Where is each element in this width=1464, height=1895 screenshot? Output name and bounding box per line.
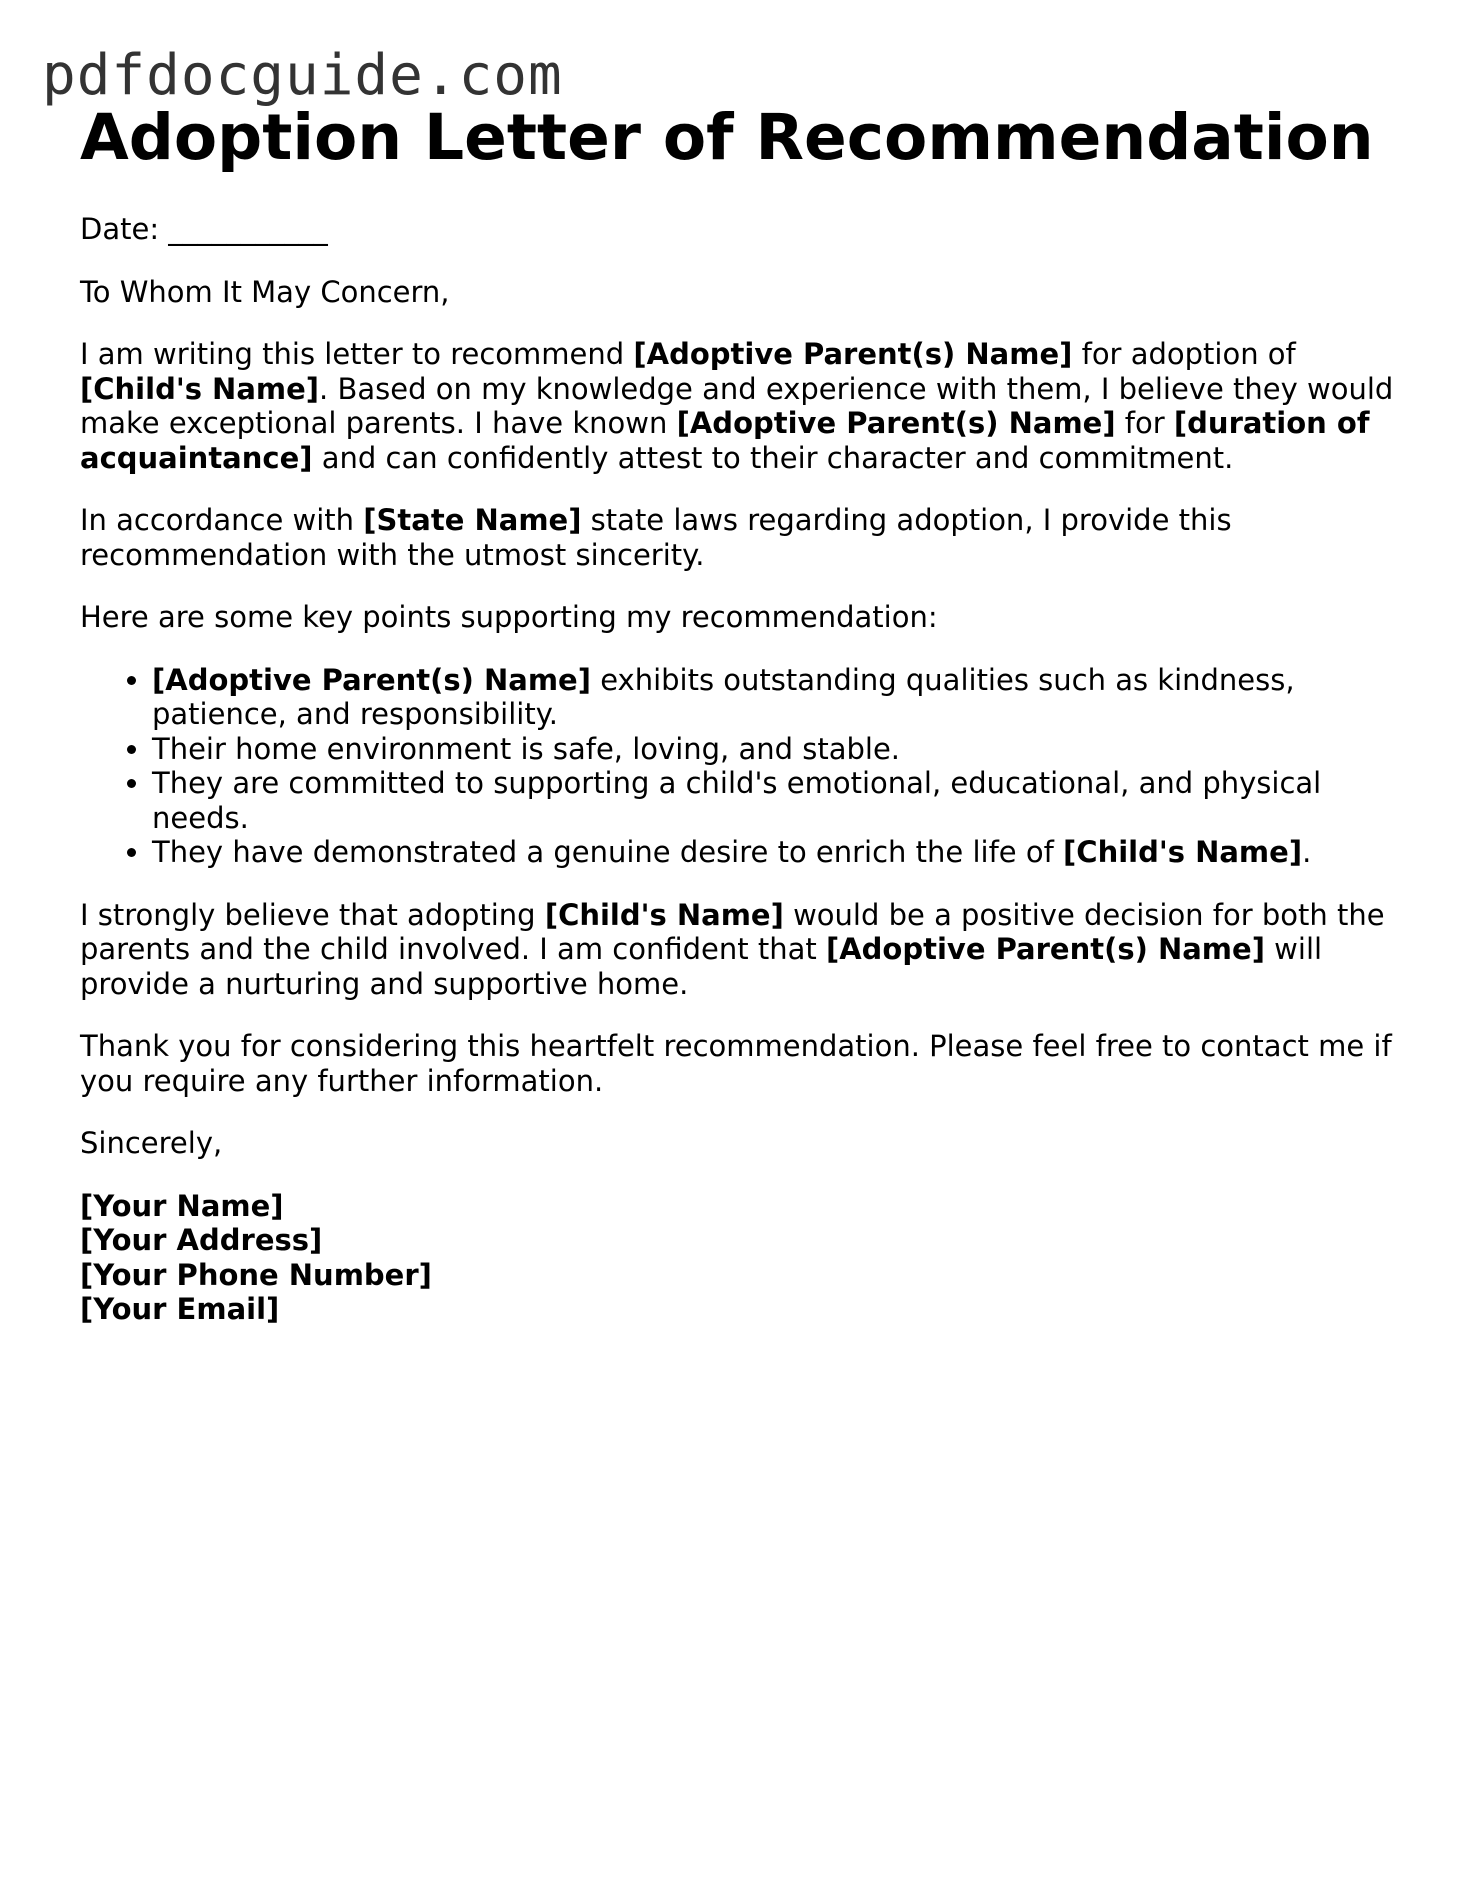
paragraph-belief-text-3: will provide a nurturing and supportive home. bbox=[80, 932, 1323, 1001]
list-item bbox=[152, 835, 1400, 870]
signature-name: [Your Name] bbox=[80, 1188, 284, 1223]
point-2-text: Their home environment is safe, loving, and stable. bbox=[152, 731, 901, 766]
point-3-text: They are committed to supporting a child's emotional, educational, and physical needs. bbox=[152, 766, 1322, 835]
list-item bbox=[152, 732, 1400, 767]
paragraph-intro-text-3: . Based on my knowledge and experience with them, I believe they would make exceptional parents. I have known bbox=[80, 371, 1394, 440]
date-line: Date: ___________ bbox=[80, 212, 328, 246]
list-item bbox=[152, 766, 1400, 835]
point-4-text: They have demonstrated a genuine desire to enrich the life of bbox=[152, 835, 1064, 869]
placeholder-child-name: [Child's Name] bbox=[1063, 835, 1303, 869]
placeholder-adoptive-parents: [Adoptive Parent(s) Name] bbox=[825, 932, 1265, 966]
greeting: To Whom It May Concern, bbox=[80, 274, 450, 309]
signature-email: [Your Email] bbox=[80, 1292, 280, 1326]
point-1-text: exhibits outstanding qualities such as kindness, patience, and responsibility. bbox=[152, 662, 1295, 731]
points-intro: Here are some key points supporting my recommendation: bbox=[80, 600, 938, 634]
placeholder-adoptive-parents: [Adoptive Parent(s) Name] bbox=[676, 406, 1116, 440]
placeholder-child-name: [Child's Name] bbox=[80, 371, 320, 406]
closing: Sincerely, bbox=[80, 1126, 223, 1160]
site-watermark: pdfdocguide.com bbox=[42, 43, 563, 108]
paragraph-thanks: Thank you for considering this heartfelt recommendation. Please feel free to contact me if you require any further information. bbox=[80, 1029, 1392, 1098]
letter-document bbox=[80, 100, 1400, 1327]
paragraph-state bbox=[80, 503, 1400, 572]
paragraph-intro bbox=[80, 337, 1400, 475]
paragraph-belief-text-2: would be a positive decision for both the parents and the child involved. I am confident that bbox=[80, 897, 1385, 966]
signature-block bbox=[80, 1189, 1400, 1327]
paragraph-intro-text-4: for bbox=[1115, 406, 1174, 440]
paragraph-belief-text-1: I strongly believe that adopting bbox=[80, 897, 545, 932]
key-points-list bbox=[80, 663, 1400, 870]
placeholder-adoptive-parents: [Adoptive Parent(s) Name] bbox=[633, 337, 1073, 371]
placeholder-child-name: [Child's Name] bbox=[544, 897, 784, 932]
list-item bbox=[152, 663, 1400, 732]
signature-address: [Your Address] bbox=[80, 1223, 323, 1257]
placeholder-state-name: [State Name] bbox=[363, 503, 582, 537]
paragraph-intro-text-1: I am writing this letter to recommend bbox=[80, 337, 634, 371]
point-4-end: . bbox=[1302, 835, 1312, 869]
paragraph-state-text-1: In accordance with bbox=[80, 503, 364, 537]
paragraph-state-text-2: state laws regarding adoption, I provide this recommendation with the utmost sincerity. bbox=[80, 503, 1232, 572]
paragraph-intro-text-2: for adoption of bbox=[1072, 337, 1296, 371]
letter-title: Adoption Letter of Recommendation bbox=[80, 101, 1374, 174]
placeholder-duration: [duration of acquaintance] bbox=[80, 406, 1370, 475]
paragraph-belief bbox=[80, 898, 1400, 1002]
signature-phone: [Your Phone Number] bbox=[80, 1257, 432, 1292]
paragraph-intro-text-5: and can confidently attest to their character and commitment. bbox=[312, 440, 1234, 475]
placeholder-adoptive-parents: [Adoptive Parent(s) Name] bbox=[152, 662, 591, 697]
